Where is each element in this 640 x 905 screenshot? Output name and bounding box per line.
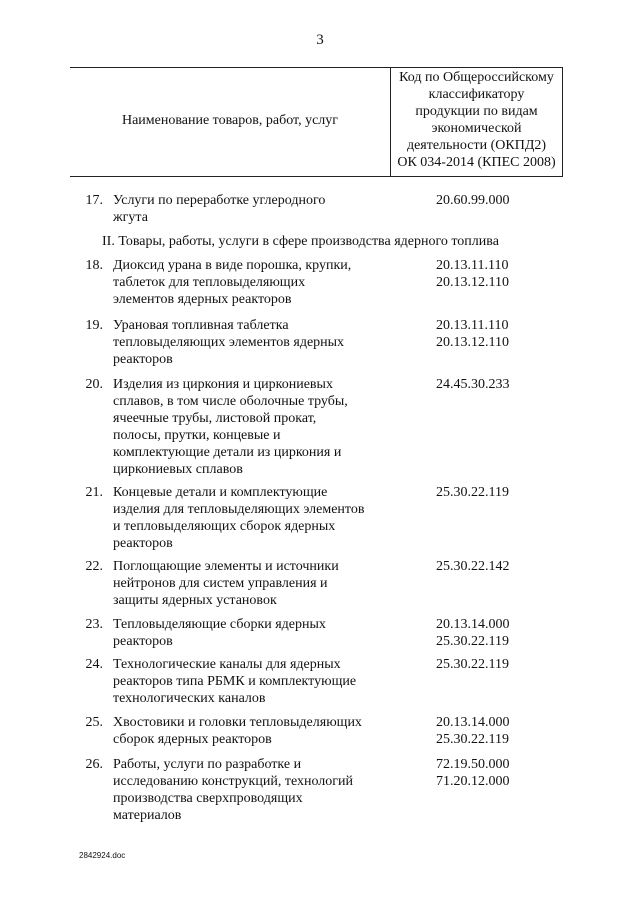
header-code-line: Код по Общероссийскому bbox=[399, 70, 554, 85]
okpd2-code: 20.13.11.110 bbox=[436, 318, 509, 333]
row-name-line: Урановая топливная таблетка bbox=[113, 318, 289, 333]
row-codes bbox=[436, 317, 546, 351]
row-name-line: материалов bbox=[113, 808, 182, 823]
row-name-line: реакторов bbox=[113, 352, 173, 367]
row-number: 18. bbox=[85, 258, 103, 273]
header-code-line: продукции по видам bbox=[415, 104, 538, 119]
row-codes bbox=[436, 616, 546, 650]
document-footer: 2842924.doc bbox=[79, 851, 126, 860]
section-title: II. Товары, работы, услуги в сфере производства ядерного топлива bbox=[102, 234, 499, 249]
okpd2-code: 71.20.12.000 bbox=[436, 774, 510, 789]
row-name-line: Технологические каналы для ядерных bbox=[113, 657, 341, 672]
row-codes bbox=[436, 192, 546, 209]
okpd2-code: 25.30.22.119 bbox=[436, 485, 509, 500]
okpd2-code: 20.60.99.000 bbox=[436, 193, 510, 208]
row-name-line: жгута bbox=[113, 210, 148, 225]
row-number: 21. bbox=[85, 485, 103, 500]
row-name-line: Поглощающие элементы и источники bbox=[113, 559, 339, 574]
row-number: 26. bbox=[85, 757, 103, 772]
row-number: 23. bbox=[85, 617, 103, 632]
row-name-line: исследованию конструкций, технологий bbox=[113, 774, 353, 789]
row-name-line: сборок ядерных реакторов bbox=[113, 732, 272, 747]
okpd2-code: 25.30.22.119 bbox=[436, 732, 509, 747]
row-codes bbox=[436, 656, 546, 673]
row-name-line: нейтронов для систем управления и bbox=[113, 576, 328, 591]
header-code-line: деятельности (ОКПД2) bbox=[406, 138, 547, 153]
row-codes bbox=[436, 558, 546, 575]
row-name bbox=[113, 317, 403, 368]
okpd2-code: 20.13.11.110 bbox=[436, 258, 509, 273]
row-name-line: и тепловыделяющих сборок ядерных bbox=[113, 519, 336, 534]
okpd2-code: 25.30.22.119 bbox=[436, 634, 509, 649]
row-name-line: полосы, прутки, концевые и bbox=[113, 428, 281, 443]
row-codes bbox=[436, 484, 546, 501]
row-number: 20. bbox=[85, 377, 103, 392]
row-name-line: реакторов bbox=[113, 536, 173, 551]
row-name-line: изделия для тепловыделяющих элементов bbox=[113, 502, 365, 517]
header-name-column: Наименование товаров, работ, услуг bbox=[121, 113, 339, 128]
header-code-line: ОК 034-2014 (КПЕС 2008) bbox=[397, 155, 556, 170]
row-number: 22. bbox=[85, 559, 103, 574]
row-name bbox=[113, 484, 403, 552]
okpd2-code: 25.30.22.142 bbox=[436, 559, 510, 574]
row-name bbox=[113, 656, 403, 707]
okpd2-code: 25.30.22.119 bbox=[436, 657, 509, 672]
row-name-line: технологических каналов bbox=[113, 691, 266, 706]
page-number: 3 bbox=[316, 32, 324, 48]
row-name-line: Работы, услуги по разработке и bbox=[113, 757, 302, 772]
row-codes bbox=[436, 756, 546, 790]
row-name-line: Изделия из циркония и циркониевых bbox=[113, 377, 333, 392]
row-name-line: Концевые детали и комплектующие bbox=[113, 485, 328, 500]
row-name-line: тепловыделяющих элементов ядерных bbox=[113, 335, 345, 350]
row-name bbox=[113, 616, 403, 650]
row-number: 24. bbox=[85, 657, 103, 672]
row-name-line: комплектующие детали из циркония и bbox=[113, 445, 342, 460]
row-name-line: производства сверхпроводящих bbox=[113, 791, 303, 806]
row-codes bbox=[436, 257, 546, 291]
row-name-line: реакторов типа РБМК и комплектующие bbox=[113, 674, 357, 689]
row-name bbox=[113, 192, 403, 226]
row-number: 17. bbox=[85, 193, 103, 208]
row-name-line: Диоксид урана в виде порошка, крупки, bbox=[113, 258, 352, 273]
row-name-line: реакторов bbox=[113, 634, 173, 649]
row-name bbox=[113, 756, 403, 824]
row-name-line: ячеечные трубы, листовой прокат, bbox=[113, 411, 317, 426]
header-code-line: классификатору bbox=[428, 87, 525, 102]
okpd2-code: 20.13.14.000 bbox=[436, 715, 510, 730]
okpd2-code: 20.13.12.110 bbox=[436, 275, 509, 290]
okpd2-code: 72.19.50.000 bbox=[436, 757, 510, 772]
row-codes bbox=[436, 714, 546, 748]
row-name-line: таблеток для тепловыделяющих bbox=[113, 275, 306, 290]
row-name-line: Услуги по переработке углеродного bbox=[113, 193, 326, 208]
row-name-line: Тепловыделяющие сборки ядерных bbox=[113, 617, 326, 632]
okpd2-code: 24.45.30.233 bbox=[436, 377, 510, 392]
row-name bbox=[113, 714, 403, 748]
row-name bbox=[113, 558, 403, 609]
row-name-line: Хвостовики и головки тепловыделяющих bbox=[113, 715, 362, 730]
row-name bbox=[113, 376, 403, 478]
table-top-border bbox=[70, 67, 563, 68]
header-code-line: экономической bbox=[431, 121, 522, 136]
row-name-line: элементов ядерных реакторов bbox=[113, 292, 292, 307]
okpd2-code: 20.13.14.000 bbox=[436, 617, 510, 632]
row-name-line: циркониевых сплавов bbox=[113, 462, 243, 477]
table-header-bottom-border bbox=[70, 176, 563, 177]
okpd2-code: 20.13.12.110 bbox=[436, 335, 509, 350]
row-number: 19. bbox=[85, 318, 103, 333]
row-name bbox=[113, 257, 403, 308]
row-name-line: сплавов, в том числе оболочные трубы, bbox=[113, 394, 348, 409]
row-number: 25. bbox=[85, 715, 103, 730]
row-codes bbox=[436, 376, 546, 393]
row-name-line: защиты ядерных установок bbox=[113, 593, 277, 608]
header-code-column bbox=[390, 69, 563, 171]
